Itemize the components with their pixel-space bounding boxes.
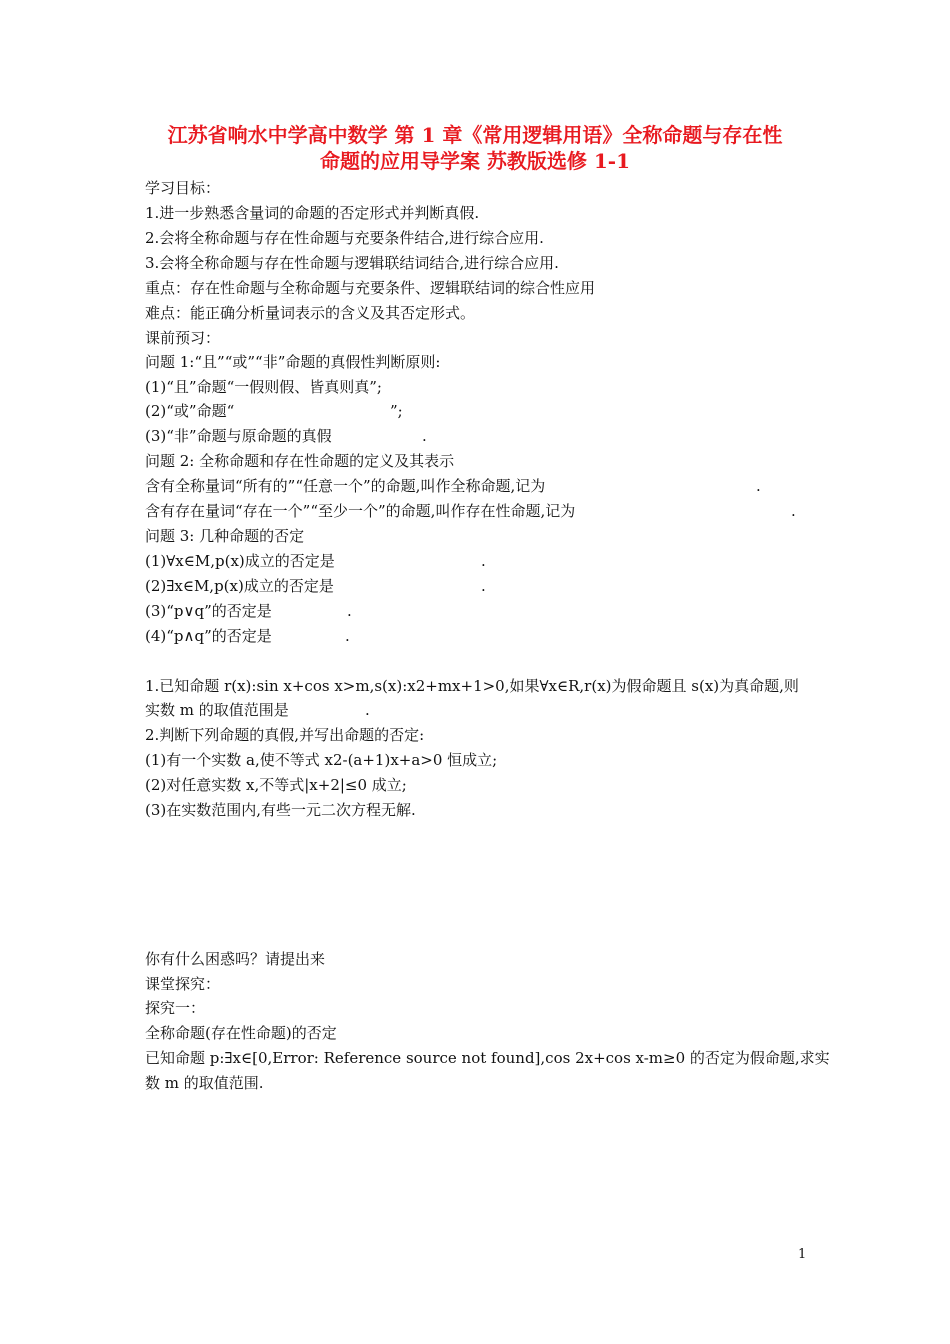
question-2-item-b: 含有存在量词“存在一个”“至少一个”的命题,叫作存在性命题,记为 [145,502,576,520]
exercise-2-item-a: (1)有一个实数 a,使不等式 x2-(a+1)x+a>0 恒成立; [145,751,498,769]
question-3-title: 问题 3: 几种命题的否定 [145,527,305,545]
explore-problem-line-2: 数 m 的取值范围. [145,1074,264,1092]
blank-period: . [365,701,370,719]
blank-period: . [422,427,427,445]
blank-period: . [347,602,352,620]
question-1-item-c: (3)“非”命题与原命题的真假 [145,427,332,445]
exercise-1-line-1: 1.已知命题 r(x):sin x+cos x>m,s(x):x2+mx+1>0,如果∀x∈R,r(x)为假命题且 s(x)为真命题,则 [145,677,799,695]
question-3-item-b: (2)∃x∈M,p(x)成立的否定是 [145,577,334,595]
question-3-item-a: (1)∀x∈M,p(x)成立的否定是 [145,552,335,570]
blank-period: . [756,477,761,495]
explore-sub-heading: 探究一： [145,999,206,1017]
key-point: 重点：存在性命题与全称命题与充要条件、逻辑联结词的综合性应用 [145,279,596,297]
page-number: 1 [798,1247,807,1262]
question-3-item-c: (3)“p∨q”的否定是 [145,602,272,620]
objective-item: 2.会将全称命题与存在性命题与充要条件结合,进行综合应用. [145,229,544,247]
question-2-item-a: 含有全称量词“所有的”“任意一个”的命题,叫作全称命题,记为 [145,477,546,495]
question-1-item-b-end: ”; [390,402,403,420]
blank-period: . [481,577,486,595]
blank-period: . [481,552,486,570]
exercise-2-item-b: (2)对任意实数 x,不等式|x+2|≤0 成立; [145,776,407,794]
objective-item: 1.进一步熟悉含量词的命题的否定形式并判断真假. [145,204,480,222]
exercise-2-item-c: (3)在实数范围内,有些一元二次方程无解. [145,801,416,819]
explore-topic: 全称命题(存在性命题)的否定 [145,1024,337,1042]
exercise-1-line-2: 实数 m 的取值范围是 [145,701,289,719]
question-3-item-d: (4)“p∧q”的否定是 [145,627,272,645]
question-2-title: 问题 2: 全称命题和存在性命题的定义及其表示 [145,452,455,470]
title-line-1: 江苏省响水中学高中数学 第 1 章《常用逻辑用语》全称命题与存在性 [167,123,783,147]
blank-period: . [791,502,796,520]
confusion-prompt: 你有什么困惑吗？请提出来 [145,950,326,968]
preview-heading: 课前预习： [145,329,221,347]
question-1-title: 问题 1:“且”“或”“非”命题的真假性判断原则: [145,353,441,371]
blank-period: . [345,627,350,645]
objectives-heading: 学习目标： [145,179,221,197]
explore-heading: 课堂探究： [145,975,221,993]
explore-problem-line-1: 已知命题 p:∃x∈[0,Error: Reference source not found],cos 2x+cos x-m≥0 的否定为假命题,求实 [145,1049,830,1067]
objective-item: 3.会将全称命题与存在性命题与逻辑联结词结合,进行综合应用. [145,254,559,272]
exercise-2-title: 2.判断下列命题的真假,并写出命题的否定: [145,726,425,744]
question-1-item-b: (2)“或”命题“ [145,402,235,420]
question-1-item-a: (1)“且”命题“一假则假、皆真则真”; [145,378,382,396]
difficulty-point: 难点：能正确分析量词表示的含义及其否定形式。 [145,304,476,322]
title-line-2: 命题的应用导学案 苏教版选修 1-1 [319,149,631,173]
